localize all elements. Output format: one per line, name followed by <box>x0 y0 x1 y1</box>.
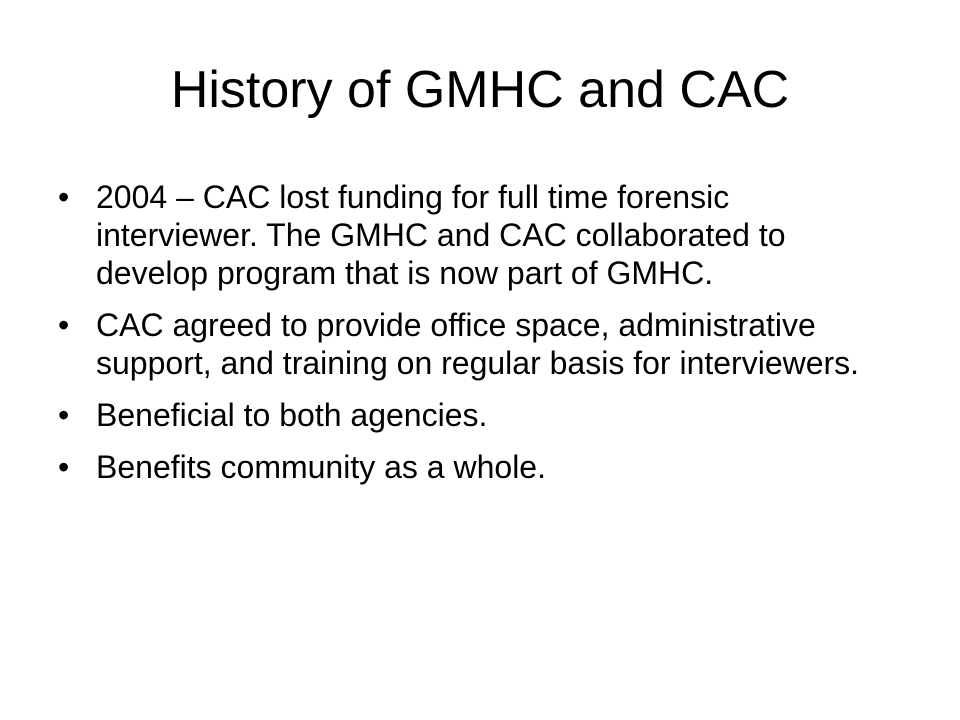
bullet-item <box>58 448 888 486</box>
bullet-item <box>58 306 888 382</box>
bullet-text: 2004 – CAC lost funding for full time forensic interviewer. The GMHC and CAC collaborated to develop program that is now part of GMHC. <box>96 179 786 291</box>
bullet-list <box>58 178 888 500</box>
slide-title: History of GMHC and CAC <box>170 61 790 119</box>
bullet-text: Beneficial to both agencies. <box>96 397 488 433</box>
bullet-item <box>58 178 888 292</box>
bullet-text: CAC agreed to provide office space, administrative support, and training on regular basis for interviewers. <box>96 307 860 381</box>
bullet-text: Benefits community as a whole. <box>96 449 546 485</box>
bullet-item <box>58 396 888 434</box>
bullet-marker: • <box>58 179 70 215</box>
bullet-marker: • <box>58 307 70 343</box>
bullet-marker: • <box>58 449 70 485</box>
bullet-marker: • <box>58 397 70 433</box>
